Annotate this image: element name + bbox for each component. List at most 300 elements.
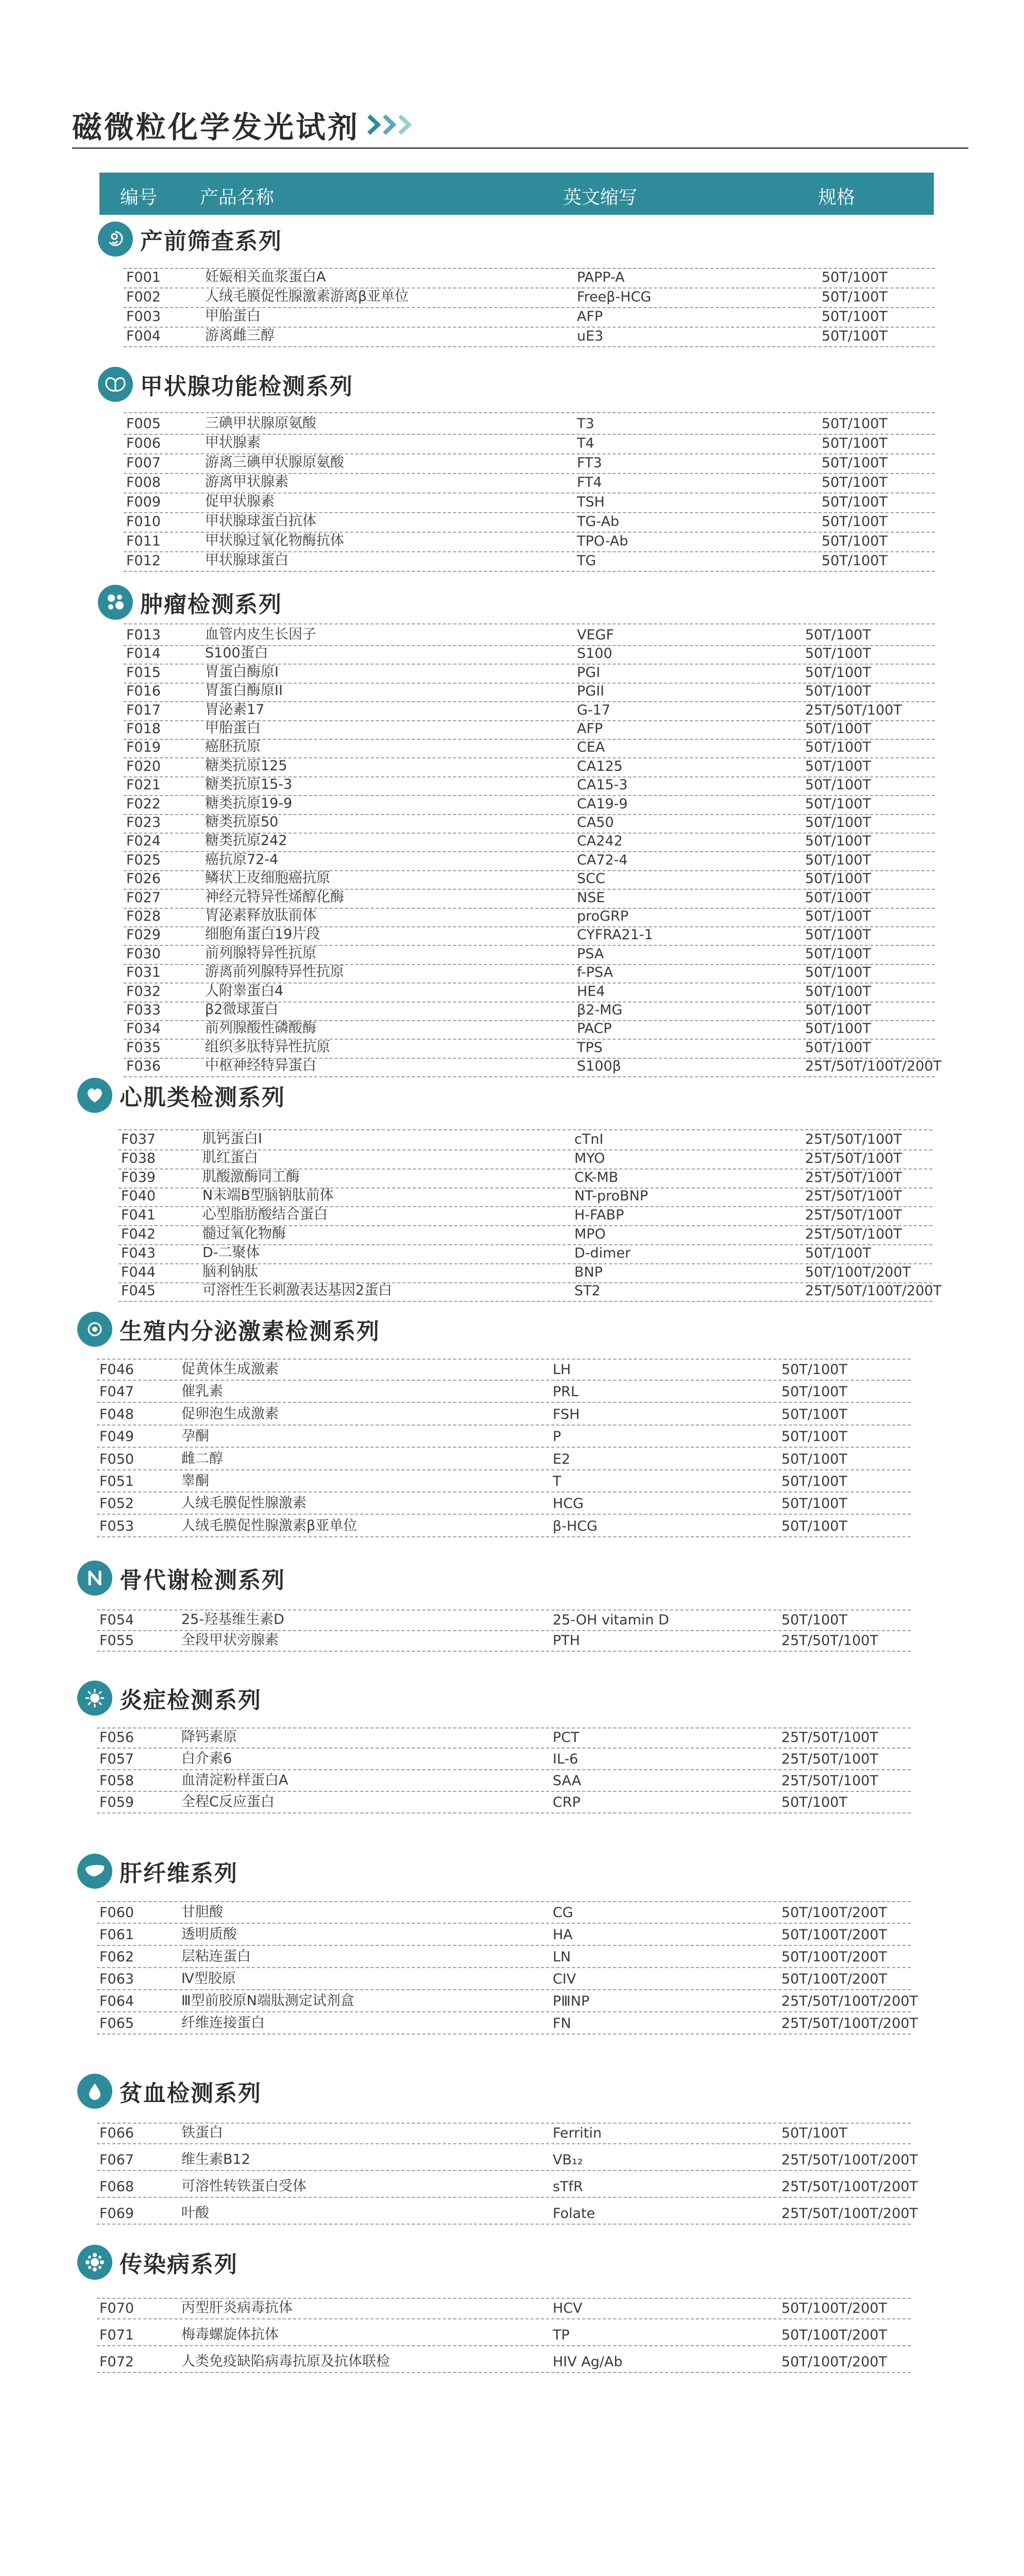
product-name: S100蛋白 <box>205 645 268 661</box>
product-spec: 25T/50T/100T/200T <box>805 1283 942 1299</box>
product-code: F004 <box>126 328 161 344</box>
product-name: 可溶性生长刺激表达基因2蛋白 <box>202 1282 392 1298</box>
row-divider <box>124 346 935 347</box>
product-spec: 50T/100T <box>805 964 871 980</box>
product-spec: 50T/100T/200T <box>781 1971 888 1987</box>
product-spec: 50T/100T <box>781 1429 847 1445</box>
product-abbr: PACP <box>577 1021 612 1037</box>
row-divider <box>97 1425 911 1426</box>
product-code: F060 <box>99 1905 134 1921</box>
product-spec: 50T/100T <box>805 796 871 812</box>
product-abbr: FT3 <box>577 455 602 471</box>
product-spec: 50T/100T <box>805 852 871 868</box>
product-spec: 25T/50T/100T <box>805 702 902 718</box>
product-abbr: FN <box>553 2015 571 2031</box>
product-spec: 50T/100T <box>805 1002 871 1018</box>
product-abbr: G-17 <box>577 702 611 718</box>
product-abbr: cTnI <box>574 1131 604 1147</box>
product-code: F031 <box>126 964 161 980</box>
product-abbr: CK-MB <box>574 1170 619 1185</box>
product-name: 可溶性转铁蛋白受体 <box>181 2178 306 2194</box>
product-name: 促甲状腺素 <box>205 494 275 510</box>
product-code: F070 <box>99 2300 134 2316</box>
product-code: F040 <box>121 1188 156 1204</box>
row-divider <box>97 2033 911 2035</box>
product-abbr: T4 <box>577 435 594 451</box>
product-code: F007 <box>126 455 161 471</box>
product-spec: 25T/50T/100T/200T <box>805 1058 942 1074</box>
product-spec: 50T/100T <box>805 1040 871 1056</box>
product-spec: 50T/100T <box>781 1612 847 1628</box>
product-code: F033 <box>126 1002 161 1018</box>
product-code: F003 <box>126 309 161 325</box>
product-spec: 25T/50T/100T <box>805 1150 902 1166</box>
product-spec: 25T/50T/100T <box>781 1730 878 1745</box>
product-spec: 25T/50T/100T <box>781 1751 878 1767</box>
product-name: 人绒毛膜促性腺激素β亚单位 <box>181 1518 357 1534</box>
section-heading <box>98 585 282 620</box>
product-abbr: BNP <box>574 1264 603 1280</box>
table-header <box>99 173 934 215</box>
product-abbr: CA242 <box>577 833 623 849</box>
product-name: 维生素B12 <box>181 2151 250 2167</box>
product-code: F043 <box>121 1245 156 1261</box>
product-spec: 25T/50T/100T/200T <box>781 2179 918 2195</box>
product-abbr: proGRP <box>577 908 629 924</box>
product-spec: 50T/100T <box>805 739 871 755</box>
row-divider <box>124 1076 935 1077</box>
product-code: F064 <box>99 1993 134 2009</box>
product-abbr: VEGF <box>577 627 614 643</box>
product-spec: 25T/50T/100T <box>805 1207 902 1223</box>
product-name: Ⅳ型胶原 <box>181 1971 236 1987</box>
product-abbr: FSH <box>553 1406 580 1422</box>
product-code: F053 <box>99 1518 134 1534</box>
product-spec: 25T/50T/100T <box>805 1170 902 1185</box>
product-spec: 50T/100T <box>781 1496 847 1512</box>
product-abbr: HCV <box>553 2300 583 2316</box>
product-code: F005 <box>126 416 161 432</box>
product-abbr: T <box>553 1473 561 1489</box>
product-abbr: PGII <box>577 683 605 699</box>
product-code: F008 <box>126 474 161 490</box>
product-code: F068 <box>99 2179 134 2195</box>
product-spec: 50T/100T/200T <box>781 2354 888 2370</box>
product-name: 妊娠相关血浆蛋白A <box>205 269 326 285</box>
product-name: 癌胚抗原 <box>205 739 261 755</box>
product-name: Ⅲ型前胶原N端肽测定试剂盒 <box>181 1993 354 2009</box>
product-name: 全程C反应蛋白 <box>181 1794 275 1810</box>
product-spec: 25T/50T/100T/200T <box>781 2015 918 2031</box>
product-spec: 50T/100T <box>805 833 871 849</box>
product-abbr: NT-proBNP <box>574 1188 648 1204</box>
product-abbr: HA <box>553 1927 573 1943</box>
product-abbr: CEA <box>577 739 605 755</box>
section-title: 生殖内分泌激素检测系列 <box>120 1318 380 1345</box>
product-abbr: H-FABP <box>574 1207 624 1223</box>
product-code: F050 <box>99 1451 134 1467</box>
product-spec: 50T/100T <box>805 683 871 699</box>
product-name: 糖类抗原125 <box>205 758 287 774</box>
product-abbr: CA15-3 <box>577 777 628 793</box>
product-code: F006 <box>126 435 161 451</box>
page-title <box>72 103 416 146</box>
product-spec: 50T/100T <box>822 435 888 451</box>
product-spec: 25T/50T/100T <box>805 1131 902 1147</box>
product-abbr: D-dimer <box>574 1245 631 1261</box>
section-heading <box>98 222 282 257</box>
product-spec: 50T/100T <box>805 815 871 831</box>
section-title: 传染病系列 <box>120 2251 238 2278</box>
product-abbr: AFP <box>577 721 603 737</box>
product-code: F018 <box>126 721 161 737</box>
product-code: F045 <box>121 1283 156 1299</box>
product-name: 雌二醇 <box>181 1451 223 1467</box>
product-name: 癌抗原72-4 <box>205 852 279 868</box>
section-heading <box>98 367 353 402</box>
product-code: F037 <box>121 1131 156 1147</box>
row-divider <box>97 2170 911 2171</box>
product-spec: 50T/100T <box>805 1245 871 1261</box>
product-abbr: P <box>553 1429 561 1445</box>
product-name: 层粘连蛋白 <box>181 1948 251 1964</box>
product-name: 游离甲状腺素 <box>205 474 288 490</box>
product-spec: 50T/100T <box>805 927 871 943</box>
product-code: F062 <box>99 1949 134 1965</box>
product-abbr: TPO-Ab <box>577 533 628 549</box>
product-spec: 50T/100T <box>781 1451 847 1467</box>
product-name: 甘胆酸 <box>181 1904 223 1920</box>
product-code: F054 <box>99 1612 134 1628</box>
product-name: 糖类抗原15-3 <box>205 776 293 792</box>
product-code: F038 <box>121 1150 156 1166</box>
section-title: 炎症检测系列 <box>120 1687 262 1714</box>
section-title: 产前筛查系列 <box>140 228 282 255</box>
product-abbr: 25-OH vitamin D <box>553 1612 669 1628</box>
product-abbr: S100 <box>577 646 612 662</box>
product-name: 催乳素 <box>181 1383 223 1399</box>
product-spec: 50T/100T <box>805 777 871 793</box>
product-name: 降钙素原 <box>181 1729 237 1745</box>
reproductive-icon <box>77 1312 112 1347</box>
product-spec: 50T/100T <box>805 890 871 906</box>
product-name: 胃蛋白酶原I <box>205 664 279 680</box>
product-abbr: ST2 <box>574 1283 601 1299</box>
product-spec: 50T/100T <box>805 1021 871 1037</box>
product-spec: 50T/100T/200T <box>805 1264 911 1280</box>
product-code: F052 <box>99 1496 134 1512</box>
product-code: F025 <box>126 852 161 868</box>
product-name: 人附睾蛋白4 <box>205 983 284 999</box>
product-spec: 50T/100T <box>822 269 888 285</box>
product-spec: 50T/100T <box>805 984 871 999</box>
product-spec: 50T/100T <box>781 2125 847 2141</box>
section-heading <box>77 1681 262 1716</box>
product-spec: 50T/100T/200T <box>781 1949 888 1965</box>
row-divider <box>97 2345 911 2346</box>
product-spec: 50T/100T <box>805 665 871 681</box>
product-spec: 50T/100T <box>781 1518 847 1534</box>
product-code: F058 <box>99 1773 134 1789</box>
product-abbr: CA72-4 <box>577 852 628 868</box>
product-name: 血管内皮生长因子 <box>205 626 316 642</box>
product-name: 脑利钠肽 <box>202 1264 258 1280</box>
product-name: 糖类抗原50 <box>205 814 279 830</box>
product-code: F010 <box>126 514 161 530</box>
product-name: 前列腺特异性抗原 <box>205 945 316 961</box>
product-spec: 50T/100T <box>822 309 888 325</box>
product-name: D-二聚体 <box>202 1245 260 1261</box>
product-code: F015 <box>126 665 161 681</box>
product-code: F035 <box>126 1040 161 1056</box>
heart-icon <box>77 1078 112 1113</box>
product-name: 游离雌三醇 <box>205 328 275 344</box>
product-spec: 50T/100T <box>781 1362 847 1378</box>
product-code: F029 <box>126 927 161 943</box>
product-spec: 25T/50T/100T/200T <box>781 2152 918 2168</box>
section-title: 骨代谢检测系列 <box>120 1567 285 1594</box>
product-abbr: IL-6 <box>553 1751 578 1767</box>
product-abbr: TPS <box>577 1040 603 1056</box>
product-abbr: PSA <box>577 946 604 962</box>
product-name: 血清淀粉样蛋白A <box>181 1772 288 1788</box>
product-abbr: PAPP-A <box>577 269 625 285</box>
product-spec: 25T/50T/100T <box>781 1633 878 1649</box>
fetus-icon <box>98 222 133 257</box>
product-abbr: TG <box>577 553 596 569</box>
product-spec: 25T/50T/100T <box>805 1226 902 1242</box>
product-abbr: CA50 <box>577 815 614 831</box>
product-name: 铁蛋白 <box>181 2125 223 2141</box>
product-name: 纤维连接蛋白 <box>181 2015 265 2031</box>
product-name: 透明质酸 <box>181 1926 237 1942</box>
product-code: F022 <box>126 796 161 812</box>
product-abbr: HCG <box>553 1496 584 1512</box>
product-abbr: Folate <box>553 2206 595 2222</box>
product-code: F063 <box>99 1971 134 1987</box>
product-code: F034 <box>126 1021 161 1037</box>
product-name: 梅毒螺旋体抗体 <box>181 2327 279 2343</box>
product-spec: 50T/100T <box>822 474 888 490</box>
pathogen-icon <box>77 2245 112 2280</box>
product-abbr: β2-MG <box>577 1002 623 1018</box>
section-heading <box>77 2245 238 2280</box>
product-name: 甲胎蛋白 <box>205 308 261 324</box>
product-code: F048 <box>99 1406 134 1422</box>
product-code: F051 <box>99 1473 134 1489</box>
product-name: 中枢神经特异蛋白 <box>205 1058 316 1074</box>
header-name: 产品名称 <box>200 187 275 208</box>
product-name: N末端B型脑钠肽前体 <box>202 1188 334 1204</box>
product-name: 甲状腺球蛋白抗体 <box>205 513 316 529</box>
product-spec: 50T/100T <box>822 553 888 569</box>
product-spec: 50T/100T <box>822 514 888 530</box>
product-spec: 50T/100T <box>781 1406 847 1422</box>
product-code: F024 <box>126 833 161 849</box>
product-code: F072 <box>99 2354 134 2370</box>
row-divider <box>97 2372 911 2373</box>
product-abbr: Freeβ-HCG <box>577 289 652 305</box>
product-abbr: S100β <box>577 1058 621 1074</box>
product-spec: 50T/100T <box>805 721 871 737</box>
product-spec: 25T/50T/100T/200T <box>781 2206 918 2222</box>
bone-icon <box>77 1561 112 1596</box>
product-abbr: PGI <box>577 665 601 681</box>
product-name: 组织多肽特异性抗原 <box>205 1039 330 1055</box>
product-abbr: f-PSA <box>577 964 613 980</box>
product-abbr: CYFRA21-1 <box>577 927 653 943</box>
product-name: 人绒毛膜促性腺激素游离β亚单位 <box>205 289 409 304</box>
product-name: 甲状腺过氧化物酶抗体 <box>205 533 344 549</box>
product-code: F041 <box>121 1207 156 1223</box>
product-code: F013 <box>126 627 161 643</box>
product-code: F014 <box>126 646 161 662</box>
product-spec: 50T/100T <box>805 758 871 774</box>
arrows-icon <box>367 113 416 137</box>
product-name: 糖类抗原242 <box>205 833 287 849</box>
product-abbr: HE4 <box>577 984 605 999</box>
product-abbr: T3 <box>577 416 594 432</box>
section-title: 肿瘤检测系列 <box>140 591 282 618</box>
product-code: F019 <box>126 739 161 755</box>
product-abbr: VB₁₂ <box>553 2152 583 2168</box>
product-name: 睾酮 <box>181 1473 209 1489</box>
section-heading <box>77 1561 285 1596</box>
product-name: 肌红蛋白 <box>202 1150 258 1166</box>
product-spec: 50T/100T <box>781 1794 847 1810</box>
product-name: 人绒毛膜促性腺激素 <box>181 1495 306 1511</box>
product-abbr: PCT <box>553 1730 579 1745</box>
product-name: 鳞状上皮细胞癌抗原 <box>205 870 330 886</box>
product-abbr: PⅢNP <box>553 1993 590 2009</box>
product-spec: 25T/50T/100T/200T <box>781 1993 918 2009</box>
product-spec: 50T/100T <box>805 627 871 643</box>
product-spec: 50T/100T <box>805 646 871 662</box>
product-code: F030 <box>126 946 161 962</box>
product-code: F046 <box>99 1362 134 1378</box>
section-title: 肝纤维系列 <box>120 1860 238 1887</box>
cells-icon <box>98 585 133 620</box>
product-spec: 50T/100T <box>822 416 888 432</box>
product-abbr: sTfR <box>553 2179 583 2195</box>
product-name: 促黄体生成激素 <box>181 1361 279 1377</box>
product-name: 全段甲状旁腺素 <box>181 1632 279 1648</box>
product-name: 促卵泡生成激素 <box>181 1406 279 1422</box>
row-divider <box>97 2224 911 2225</box>
blood-drop-icon <box>77 2074 112 2109</box>
product-code: F039 <box>121 1170 156 1185</box>
product-name: 丙型肝炎病毒抗体 <box>181 2300 293 2316</box>
section-heading <box>77 2074 262 2109</box>
product-spec: 50T/100T <box>781 1384 847 1400</box>
product-name: 25-羟基维生素D <box>181 1612 284 1628</box>
product-spec: 50T/100T <box>805 871 871 887</box>
product-abbr: CA125 <box>577 758 623 774</box>
product-code: F028 <box>126 908 161 924</box>
product-spec: 25T/50T/100T <box>805 1188 902 1204</box>
product-spec: 50T/100T <box>822 494 888 510</box>
header-abbr: 英文缩写 <box>563 187 638 208</box>
row-divider <box>97 2143 911 2144</box>
product-name: 人类免疫缺陷病毒抗原及抗体联检 <box>181 2353 390 2369</box>
section-title: 贫血检测系列 <box>120 2080 262 2107</box>
product-abbr: PTH <box>553 1633 581 1649</box>
product-abbr: NSE <box>577 890 605 906</box>
product-abbr: E2 <box>553 1451 571 1467</box>
product-abbr: Ferritin <box>553 2125 602 2141</box>
product-abbr: SCC <box>577 871 605 887</box>
product-name: 神经元特异性烯醇化酶 <box>205 889 344 905</box>
product-name: 甲状腺球蛋白 <box>205 552 288 568</box>
product-abbr: β-HCG <box>553 1518 598 1534</box>
product-spec: 50T/100T/200T <box>781 1905 888 1921</box>
product-name: 三碘甲状腺原氨酸 <box>205 415 316 431</box>
product-code: F059 <box>99 1794 134 1810</box>
row-divider <box>97 2318 911 2319</box>
product-spec: 50T/100T/200T <box>781 2327 888 2343</box>
product-code: F069 <box>99 2206 134 2222</box>
product-code: F055 <box>99 1633 134 1649</box>
product-spec: 50T/100T <box>805 946 871 962</box>
row-divider <box>118 1301 932 1302</box>
product-name: 糖类抗原19-9 <box>205 795 293 811</box>
product-name: 前列腺酸性磷酸酶 <box>205 1020 316 1036</box>
product-abbr: TSH <box>577 494 605 510</box>
product-code: F042 <box>121 1226 156 1242</box>
section-heading <box>77 1078 285 1113</box>
product-spec: 25T/50T/100T <box>781 1773 878 1789</box>
product-code: F032 <box>126 984 161 999</box>
product-spec: 50T/100T/200T <box>781 1927 888 1943</box>
product-abbr: LN <box>553 1949 571 1965</box>
liver-icon <box>77 1854 112 1889</box>
product-spec: 50T/100T <box>805 908 871 924</box>
product-name: β2微球蛋白 <box>205 1002 279 1018</box>
product-code: F065 <box>99 2015 134 2031</box>
product-code: F047 <box>99 1384 134 1400</box>
section-title: 心肌类检测系列 <box>120 1084 285 1111</box>
product-name: 甲胎蛋白 <box>205 720 261 736</box>
product-name: 肌钙蛋白I <box>202 1131 262 1147</box>
product-abbr: uE3 <box>577 328 604 344</box>
product-abbr: MPO <box>574 1226 606 1242</box>
product-code: F009 <box>126 494 161 510</box>
product-code: F023 <box>126 815 161 831</box>
product-name: 肌酸激酶同工酶 <box>202 1169 300 1185</box>
product-code: F027 <box>126 890 161 906</box>
product-name: 胃泌素释放肽前体 <box>205 908 316 924</box>
product-code: F049 <box>99 1429 134 1445</box>
header-spec: 规格 <box>818 187 856 208</box>
product-abbr: HIV Ag/Ab <box>553 2354 623 2370</box>
product-code: F012 <box>126 553 161 569</box>
product-code: F001 <box>126 269 161 285</box>
product-abbr: CRP <box>553 1794 581 1810</box>
product-code: F071 <box>99 2327 134 2343</box>
page-title-text: 磁微粒化学发光试剂 <box>72 110 360 145</box>
product-spec: 50T/100T <box>822 533 888 549</box>
product-name: 细胞角蛋白19片段 <box>205 926 320 942</box>
product-code: F020 <box>126 758 161 774</box>
product-name: 心型脂肪酸结合蛋白 <box>202 1207 328 1223</box>
virus-icon <box>77 1681 112 1716</box>
product-name: 髓过氧化物酶 <box>202 1226 286 1242</box>
product-spec: 50T/100T <box>822 328 888 344</box>
product-code: F002 <box>126 289 161 305</box>
row-divider <box>124 571 935 572</box>
product-name: 胃泌素17 <box>205 702 265 718</box>
product-name: 游离三碘甲状腺原氨酸 <box>205 454 344 470</box>
